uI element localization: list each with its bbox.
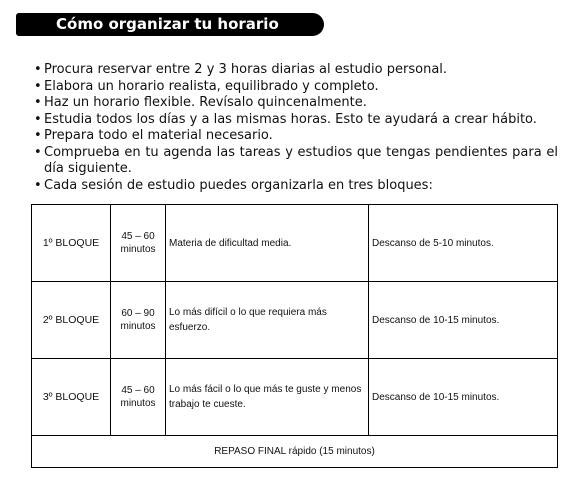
table-row <box>32 205 558 282</box>
list-item: • Prepara todo el material necesario. <box>34 128 558 145</box>
table-row <box>32 282 558 359</box>
list-item: • Haz un horario flexible. Revísalo quincenalmente. <box>34 95 558 112</box>
list-item: • Estudia todos los días y a las mismas horas. Esto te ayudará a crear hábito. <box>34 112 558 129</box>
block-rest: Descanso de 10-15 minutos. <box>369 359 558 436</box>
list-item: • Comprueba en tu agenda las tareas y estudios que tengas pendientes para el día siguiente. <box>34 145 558 178</box>
duration-range: 60 – 90 <box>121 308 155 319</box>
block-subject: Lo más difícil o lo que requiera más esfuerzo. <box>166 282 369 359</box>
block-rest: Descanso de 5-10 minutos. <box>369 205 558 282</box>
list-item: • Elabora un horario realista, equilibrado y completo. <box>34 79 558 96</box>
table-row <box>32 436 558 468</box>
block-name: 1º BLOQUE <box>32 205 111 282</box>
table-row <box>32 359 558 436</box>
final-review: REPASO FINAL rápido (15 minutos) <box>32 436 558 468</box>
list-item: • Cada sesión de estudio puedes organizarla en tres bloques: <box>34 178 558 195</box>
section-title: Cómo organizar tu horario <box>16 13 324 36</box>
tips-list <box>34 62 558 194</box>
block-name: 3º BLOQUE <box>32 359 111 436</box>
block-duration <box>111 205 166 282</box>
block-name: 2º BLOQUE <box>32 282 111 359</box>
duration-range: 45 – 60 <box>121 231 155 242</box>
study-blocks-table <box>31 204 558 468</box>
block-subject: Materia de dificultad media. <box>166 205 369 282</box>
duration-range: 45 – 60 <box>121 385 155 396</box>
list-item: • Procura reservar entre 2 y 3 horas diarias al estudio personal. <box>34 62 558 79</box>
block-duration <box>111 282 166 359</box>
duration-unit: minutos <box>120 244 156 255</box>
block-duration <box>111 359 166 436</box>
block-subject: Lo más fácil o lo que más te guste y menos trabajo te cueste. <box>166 359 369 436</box>
duration-unit: minutos <box>120 321 156 332</box>
block-rest: Descanso de 10-15 minutos. <box>369 282 558 359</box>
duration-unit: minutos <box>120 398 156 409</box>
